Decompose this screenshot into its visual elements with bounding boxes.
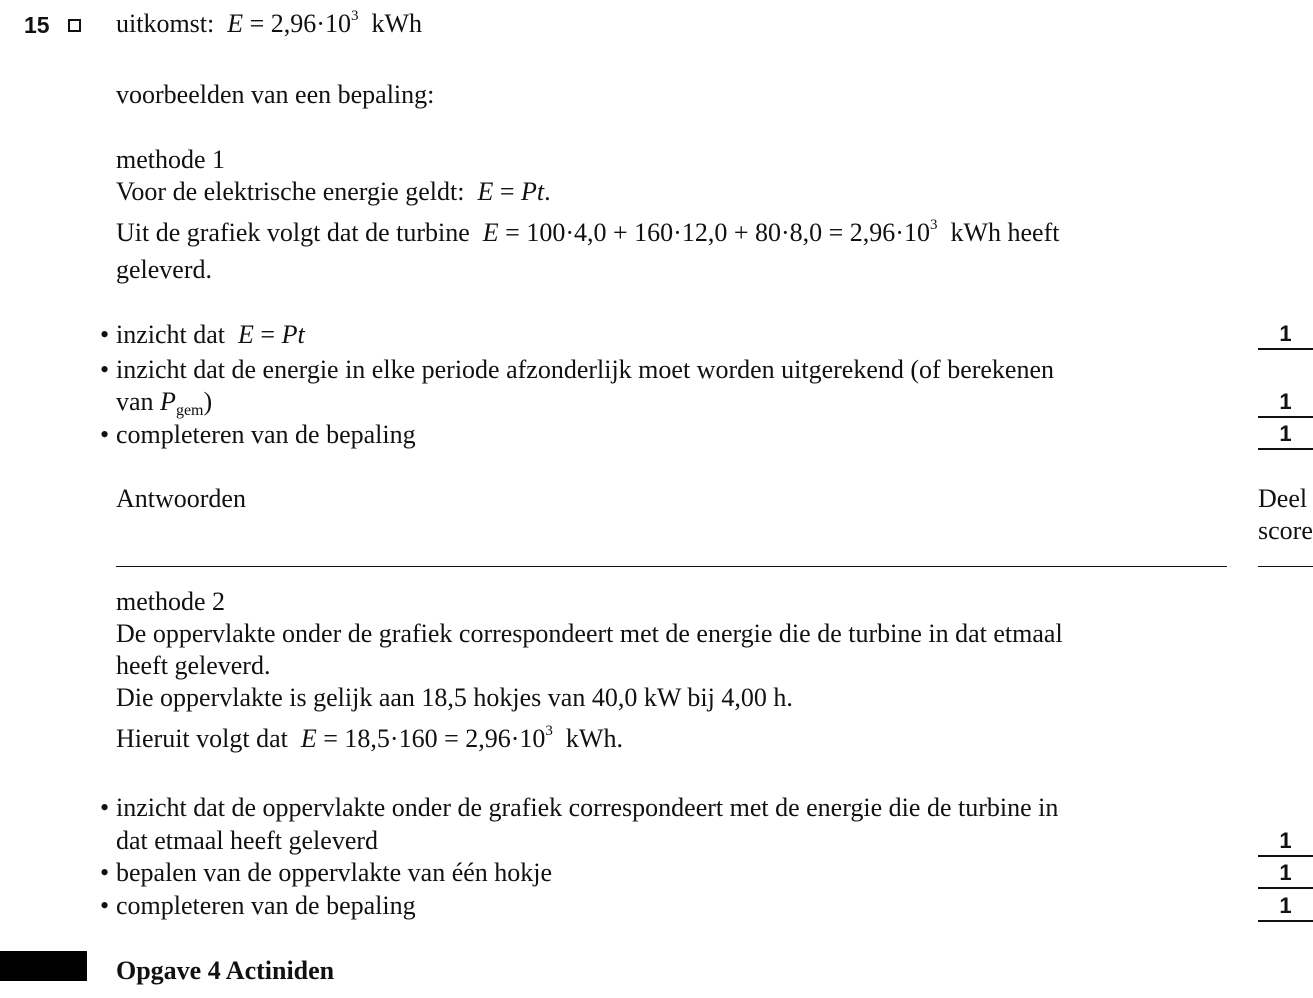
bullet-icon: • — [100, 420, 110, 449]
score-point: 1 — [1258, 422, 1313, 450]
method2-title: methode 2 — [116, 587, 226, 616]
section-title: Opgave 4 Actiniden — [116, 956, 335, 985]
criterion-formula: P — [160, 387, 176, 416]
answers-label: Antwoorden — [116, 484, 246, 513]
score-point: 1 — [1258, 894, 1313, 922]
question-number: 15 — [24, 12, 50, 38]
score-point: 1 — [1258, 390, 1313, 418]
score-point: 1 — [1258, 322, 1313, 350]
method1-line2: Uit de grafiek volgt dat de turbine $E = 100\cdot 4,0 + 160\cdot 12,0 + 80\cdot 8,0 = 2,96\cdot 10^3$ kWh heeft — [116, 217, 1060, 247]
method2-criterion-2: bepalen van de oppervlakte van één hokje — [116, 858, 553, 887]
outcome-label: uitkomst: — [116, 9, 215, 38]
method1-criterion-2: inzicht dat de energie in elke periode afzonderlijk moet worden uitgerekend (of berekenen — [116, 355, 1055, 384]
section-marker — [0, 951, 87, 981]
criterion-text: inzicht dat — [116, 320, 226, 349]
method2-line3: Die oppervlakte is gelijk aan 18,5 hokjes van 40,0 kW bij 4,00 h. — [116, 683, 793, 712]
method1-line3: geleverd. — [116, 255, 213, 284]
method1-criterion-2-cont — [116, 387, 212, 417]
partial-score-label-1: Deel — [1258, 484, 1308, 513]
criterion-text: van — [116, 387, 154, 416]
method1-line1-text: Voor de elektrische energie geldt: — [116, 177, 465, 206]
method1-line2-text: Uit de grafiek volgt dat de turbine — [116, 218, 470, 247]
method1-criterion-3: completeren van de bepaling — [116, 420, 416, 449]
method2-line4-text: Hieruit volgt dat — [116, 724, 288, 753]
checkbox-empty-icon[interactable] — [68, 19, 81, 32]
method2-criterion-3: completeren van de bepaling — [116, 891, 416, 920]
score-point: 1 — [1258, 829, 1313, 857]
criterion-tail: ) — [203, 387, 213, 416]
answers-divider — [116, 566, 1227, 567]
method1-line2-tail: heeft — [1007, 218, 1060, 247]
method2-line2: heeft geleverd. — [116, 651, 271, 680]
method2-criterion-1: inzicht dat de oppervlakte onder de grafiek correspondeert met de energie die de turbine in — [116, 793, 1059, 822]
method2-criterion-1-cont: dat etmaal heeft geleverd — [116, 826, 379, 855]
criterion-formula-sub: gem — [175, 402, 204, 419]
method1-title: methode 1 — [116, 145, 226, 174]
score-point: 1 — [1258, 861, 1313, 889]
outcome-line: uitkomst: $E = 2,96\cdot 10^3$ kWh — [116, 8, 423, 38]
examples-intro: voorbeelden van een bepaling: — [116, 80, 435, 109]
score-divider — [1258, 566, 1313, 567]
bullet-icon: • — [100, 858, 110, 887]
bullet-icon: • — [100, 320, 110, 349]
method2-line4: Hieruit volgt dat $E = 18,5\cdot 160 = 2,96\cdot 10^3$ kWh. — [116, 723, 623, 753]
bullet-icon: • — [100, 355, 110, 384]
bullet-icon: • — [100, 891, 110, 920]
partial-score-label-2: score — [1258, 516, 1313, 545]
method1-criterion-1: inzicht dat E = Pt — [116, 320, 305, 349]
method2-line1: De oppervlakte onder de grafiek correspondeert met de energie die de turbine in dat etmaal — [116, 619, 1063, 648]
method1-line1: Voor de elektrische energie geldt: E = Pt. — [116, 177, 551, 206]
bullet-icon: • — [100, 793, 110, 822]
